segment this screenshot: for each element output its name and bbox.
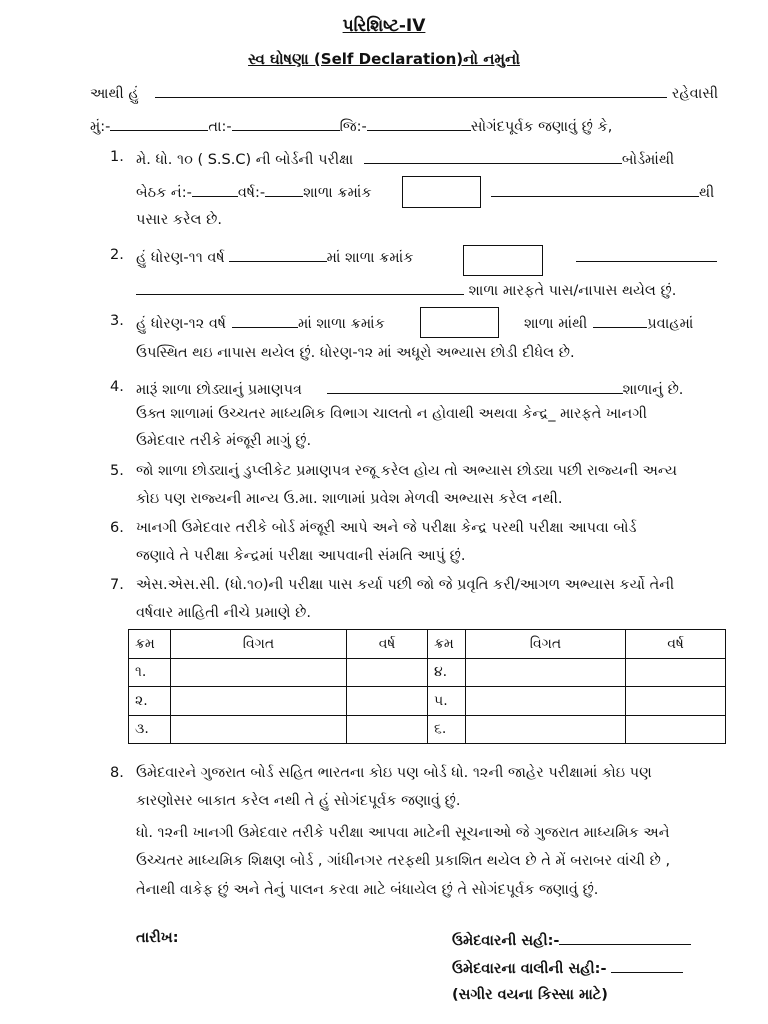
candidate-signature-line	[452, 930, 691, 949]
detail-cell[interactable]	[466, 687, 626, 716]
detail-cell[interactable]	[466, 658, 626, 687]
year-cell[interactable]	[347, 715, 428, 744]
detail-cell[interactable]	[171, 687, 347, 716]
serial-cell: ૬.	[428, 715, 466, 744]
guardian-signature-line	[452, 958, 683, 977]
school-number-box-1[interactable]	[402, 176, 481, 208]
detail-cell[interactable]	[466, 715, 626, 744]
item-2-line-2	[136, 280, 676, 299]
serial-cell: ૧.	[129, 658, 171, 687]
item-1-number: 1.	[110, 149, 124, 165]
table-header-row	[129, 630, 726, 659]
item-8-number: 8.	[110, 765, 124, 781]
year-cell[interactable]	[626, 715, 726, 744]
table-row	[129, 687, 726, 716]
item-7-line-2: વર્ષવાર માહિતી નીચે પ્રમાણે છે.	[136, 605, 312, 621]
year-cell[interactable]	[347, 658, 428, 687]
taluka-blank[interactable]	[232, 116, 340, 131]
item-1-text-b: બોર્ડમાંથી	[621, 152, 675, 168]
intro-line-1	[90, 83, 718, 102]
table-row	[129, 715, 726, 744]
school-number-box-3[interactable]	[420, 307, 499, 338]
header-year: વર્ષ	[347, 630, 428, 659]
item-8-line-2: કારણોસર બાકાત કરેલ નથી તે હું સોગંદપૂર્વક જણાવું છું.	[136, 793, 461, 809]
taluka-label: તા:-	[208, 119, 232, 135]
item-7-line-1: એસ.એસ.સી. (ધો.૧૦)ની પરીક્ષા પાસ કર્યા પછી જો જે પ્રવૃતિ કરી/આગળ અભ્યાસ કર્યો તેની	[136, 577, 675, 593]
district-label: જિ:-	[339, 119, 367, 135]
board-name-blank[interactable]	[364, 149, 622, 164]
item-5-number: 5.	[110, 463, 124, 479]
item-6-number: 6.	[110, 520, 124, 536]
year-cell[interactable]	[626, 658, 726, 687]
std12-year-blank[interactable]	[232, 313, 298, 328]
district-blank[interactable]	[367, 116, 471, 131]
seat-no-label: બેઠક નં:-	[136, 185, 192, 201]
school-name-blank-2b[interactable]	[136, 280, 464, 295]
header-serial: ક્રમ	[129, 630, 171, 659]
item-4-line-3: ઉમેદવાર તરીકે મંજૂરી માગું છું.	[136, 433, 312, 449]
item-3-text-a: હું ધોરણ-૧૨ વર્ષ	[136, 316, 226, 332]
village-label: મું:-	[90, 119, 111, 135]
page-title: પરિશિષ્ટ-IV	[342, 16, 426, 36]
item-3-line-1-right	[524, 313, 693, 332]
intro-line-2	[90, 116, 612, 135]
page-subtitle: સ્વ ઘોષણા (Self Declaration)નો નમુનો	[248, 50, 520, 68]
item-1-line-2	[136, 182, 372, 201]
item-2-text-b: માં શાળા ક્રમાંક	[326, 250, 414, 266]
item-3-text-d: પ્રવાહમાં	[647, 316, 694, 332]
serial-cell: ૪.	[428, 658, 466, 687]
guardian-signature-label: ઉમેદવારના વાલીની સહી:-	[452, 961, 607, 977]
minor-note: (સગીર વયના કિસ્સા માટે)	[452, 987, 608, 1003]
candidate-signature-blank[interactable]	[559, 930, 691, 945]
school-no-label: શાળા ક્રમાંક	[303, 185, 372, 201]
stream-blank[interactable]	[593, 313, 647, 328]
item-3-line-1	[136, 313, 385, 332]
item-2-text-a: હું ધોરણ-૧૧ વર્ષ	[136, 250, 225, 266]
item-3-text-c: શાળા માંથી	[524, 316, 588, 332]
year-label: વર્ષ:-	[237, 185, 266, 201]
lc-school-blank[interactable]	[327, 379, 623, 394]
school-number-box-2[interactable]	[463, 245, 543, 276]
year-cell[interactable]	[347, 687, 428, 716]
serial-cell: ૫.	[428, 687, 466, 716]
detail-cell[interactable]	[171, 715, 347, 744]
header-detail: વિગત	[466, 630, 626, 659]
item-3-text-b: માં શાળા ક્રમાંક	[297, 316, 385, 332]
year-cell[interactable]	[626, 687, 726, 716]
activity-table	[128, 629, 726, 744]
item-6-line-1: ખાનગી ઉમેદવાર તરીકે બોર્ડ મંજૂરી આપે અને જે પરીક્ષા કેન્દ્ર પરથી પરીક્ષા આપવા બોર્ડ	[136, 520, 637, 536]
item-1-line-2-right	[491, 182, 714, 201]
item-2-text-c: શાળા મારફતે પાસ/નાપાસ થયેલ છું.	[468, 283, 677, 299]
header-detail: વિગત	[171, 630, 347, 659]
item-1-line-1	[136, 149, 674, 168]
item-3-number: 3.	[110, 313, 124, 329]
item-6-line-2: જણાવે તે પરીક્ષા કેન્દ્રમાં પરીક્ષા આપવાની સંમતિ આપું છું.	[136, 548, 466, 564]
from-text: થી	[699, 185, 715, 201]
item-5-line-2: કોઇ પણ રાજ્યની માન્ય ઉ.મા. શાળામાં પ્રવેશ મેળવી અભ્યાસ કરેલ નથી.	[136, 491, 563, 507]
seat-no-blank[interactable]	[192, 182, 238, 197]
item-1-line-3: પસાર કરેલ છે.	[136, 212, 222, 228]
std11-year-blank[interactable]	[229, 247, 327, 262]
date-label: તારીખ:	[136, 930, 179, 946]
intro-suffix: રહેવાસી	[671, 86, 719, 102]
name-blank[interactable]	[155, 83, 667, 98]
item-2-number: 2.	[110, 247, 124, 263]
year-blank[interactable]	[265, 182, 303, 197]
item-8-line-1: ઉમેદવારને ગુજરાત બોર્ડ સહિત ભારતના કોઇ પણ બોર્ડ ધો. ૧૨ની જાહેર પરીક્ષામાં કોઇ પણ	[136, 765, 652, 781]
item-3-line-2: ઉપસ્થિત થઇ નાપાસ થયેલ છું. ધોરણ-૧૨ માં અધૂરો અભ્યાસ છોડી દીધેલ છે.	[136, 345, 575, 361]
detail-cell[interactable]	[171, 658, 347, 687]
item-1-text-a: મે. ધો. ૧૦ ( S.S.C) ની બોર્ડની પરીક્ષા	[136, 152, 354, 168]
instruction-para-line-2: ઉચ્ચતર માધ્યમિક શિક્ષણ બોર્ડ , ગાંધીનગર તરફથી પ્રકાશિત થયેલ છે તે મેં બરાબર વાંચી છે ,	[136, 853, 671, 869]
header-serial: ક્રમ	[428, 630, 466, 659]
item-2-line-1	[136, 247, 413, 266]
item-5-line-1: જો શાળા છોડ્યાનું ડુપ્લીકેટ પ્રમાણપત્ર રજૂ કરેલ હોય તો અભ્યાસ છોડ્યા પછી રાજ્યની અન્ય	[136, 463, 678, 479]
table-row	[129, 658, 726, 687]
item-4-line-1	[136, 379, 683, 398]
header-year: વર્ષ	[626, 630, 726, 659]
school-name-blank-1[interactable]	[491, 182, 699, 197]
item-2-right-blank-wrap	[576, 247, 717, 266]
oath-text: સોગંદપૂર્વક જણાવું છું કે,	[470, 119, 613, 135]
guardian-signature-blank[interactable]	[611, 958, 683, 973]
village-blank[interactable]	[110, 116, 208, 131]
serial-cell: ૨.	[129, 687, 171, 716]
school-name-blank-2[interactable]	[576, 247, 717, 262]
candidate-signature-label: ઉમેદવારની સહી:-	[452, 933, 560, 949]
instruction-para-line-1: ધો. ૧૨ની ખાનગી ઉમેદવાર તરીકે પરીક્ષા આપવા માટેની સૂચનાઓ જે ગુજરાત માધ્યમિક અને	[136, 825, 670, 841]
item-4-text-b: શાળાનું છે.	[622, 382, 684, 398]
item-7-number: 7.	[110, 577, 124, 593]
serial-cell: ૩.	[129, 715, 171, 744]
instruction-para-line-3: તેનાથી વાકેફ છું અને તેનું પાલન કરવા માટે બંધાયેલ છું તે સોગંદપૂર્વક જણાવું છું.	[136, 882, 599, 898]
item-4-text-a: મારૂં શાળા છોડ્યાનું પ્રમાણપત્ર	[136, 382, 302, 398]
intro-prefix: આથી હું	[90, 86, 139, 102]
item-4-line-2: ઉક્ત શાળામાં ઉચ્ચતર માધ્યમિક વિભાગ ચાલતો ન હોવાથી અથવા કેન્દ્ર_ મારફતે ખાનગી	[136, 406, 647, 422]
item-4-number: 4.	[110, 379, 124, 395]
